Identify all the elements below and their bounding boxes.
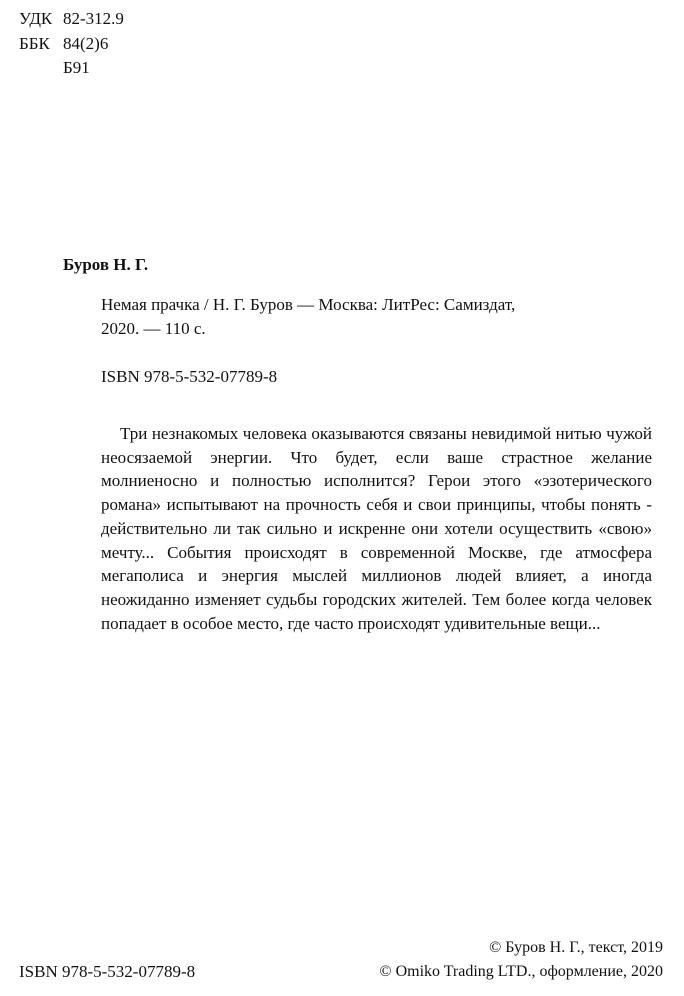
copyright-author: © Буров Н. Г., текст, 2019 — [489, 939, 663, 956]
isbn-main: ISBN 978-5-532-07789-8 — [101, 367, 278, 386]
author-heading: Буров Н. Г. — [63, 255, 149, 274]
abstract-paragraph: Три незнакомых человека оказываются связаны невидимой нитью чужой неосязаемой энергии. Что будет, если ваше страстное желание молниеносно и полностью исполнится? Герои этого «эзотерического романа» испытывают на прочность себя и свои принципы, чтобы понять - действительно ли так сильно и искренне они хотели осуществить «свою» мечту... События происходят в современной Москве, где атмосфера мегаполиса и энергия мыслей миллионов людей влияет, а иногда неожиданно изменяет судьбы городских жителей. Тем более когда человек попадает в особое место, где часто происходят удивительные вещи... — [101, 424, 652, 633]
udk-value: 82-312.9 — [63, 9, 124, 28]
bibliographic-line-1: Немая прачка / Н. Г. Буров — Москва: ЛитРес: Самиздат, — [101, 295, 516, 314]
udk-label: УДК — [19, 9, 53, 28]
copyright-design: © Omiko Trading LTD., оформление, 2020 — [379, 963, 663, 980]
classification-block — [19, 8, 159, 78]
bbk-label: ББК — [19, 34, 50, 53]
bibliographic-line-2: 2020. — 110 с. — [101, 319, 206, 338]
isbn-footer: ISBN 978-5-532-07789-8 — [19, 962, 196, 981]
author-mark: Б91 — [63, 58, 90, 77]
bbk-value: 84(2)6 — [63, 34, 109, 53]
